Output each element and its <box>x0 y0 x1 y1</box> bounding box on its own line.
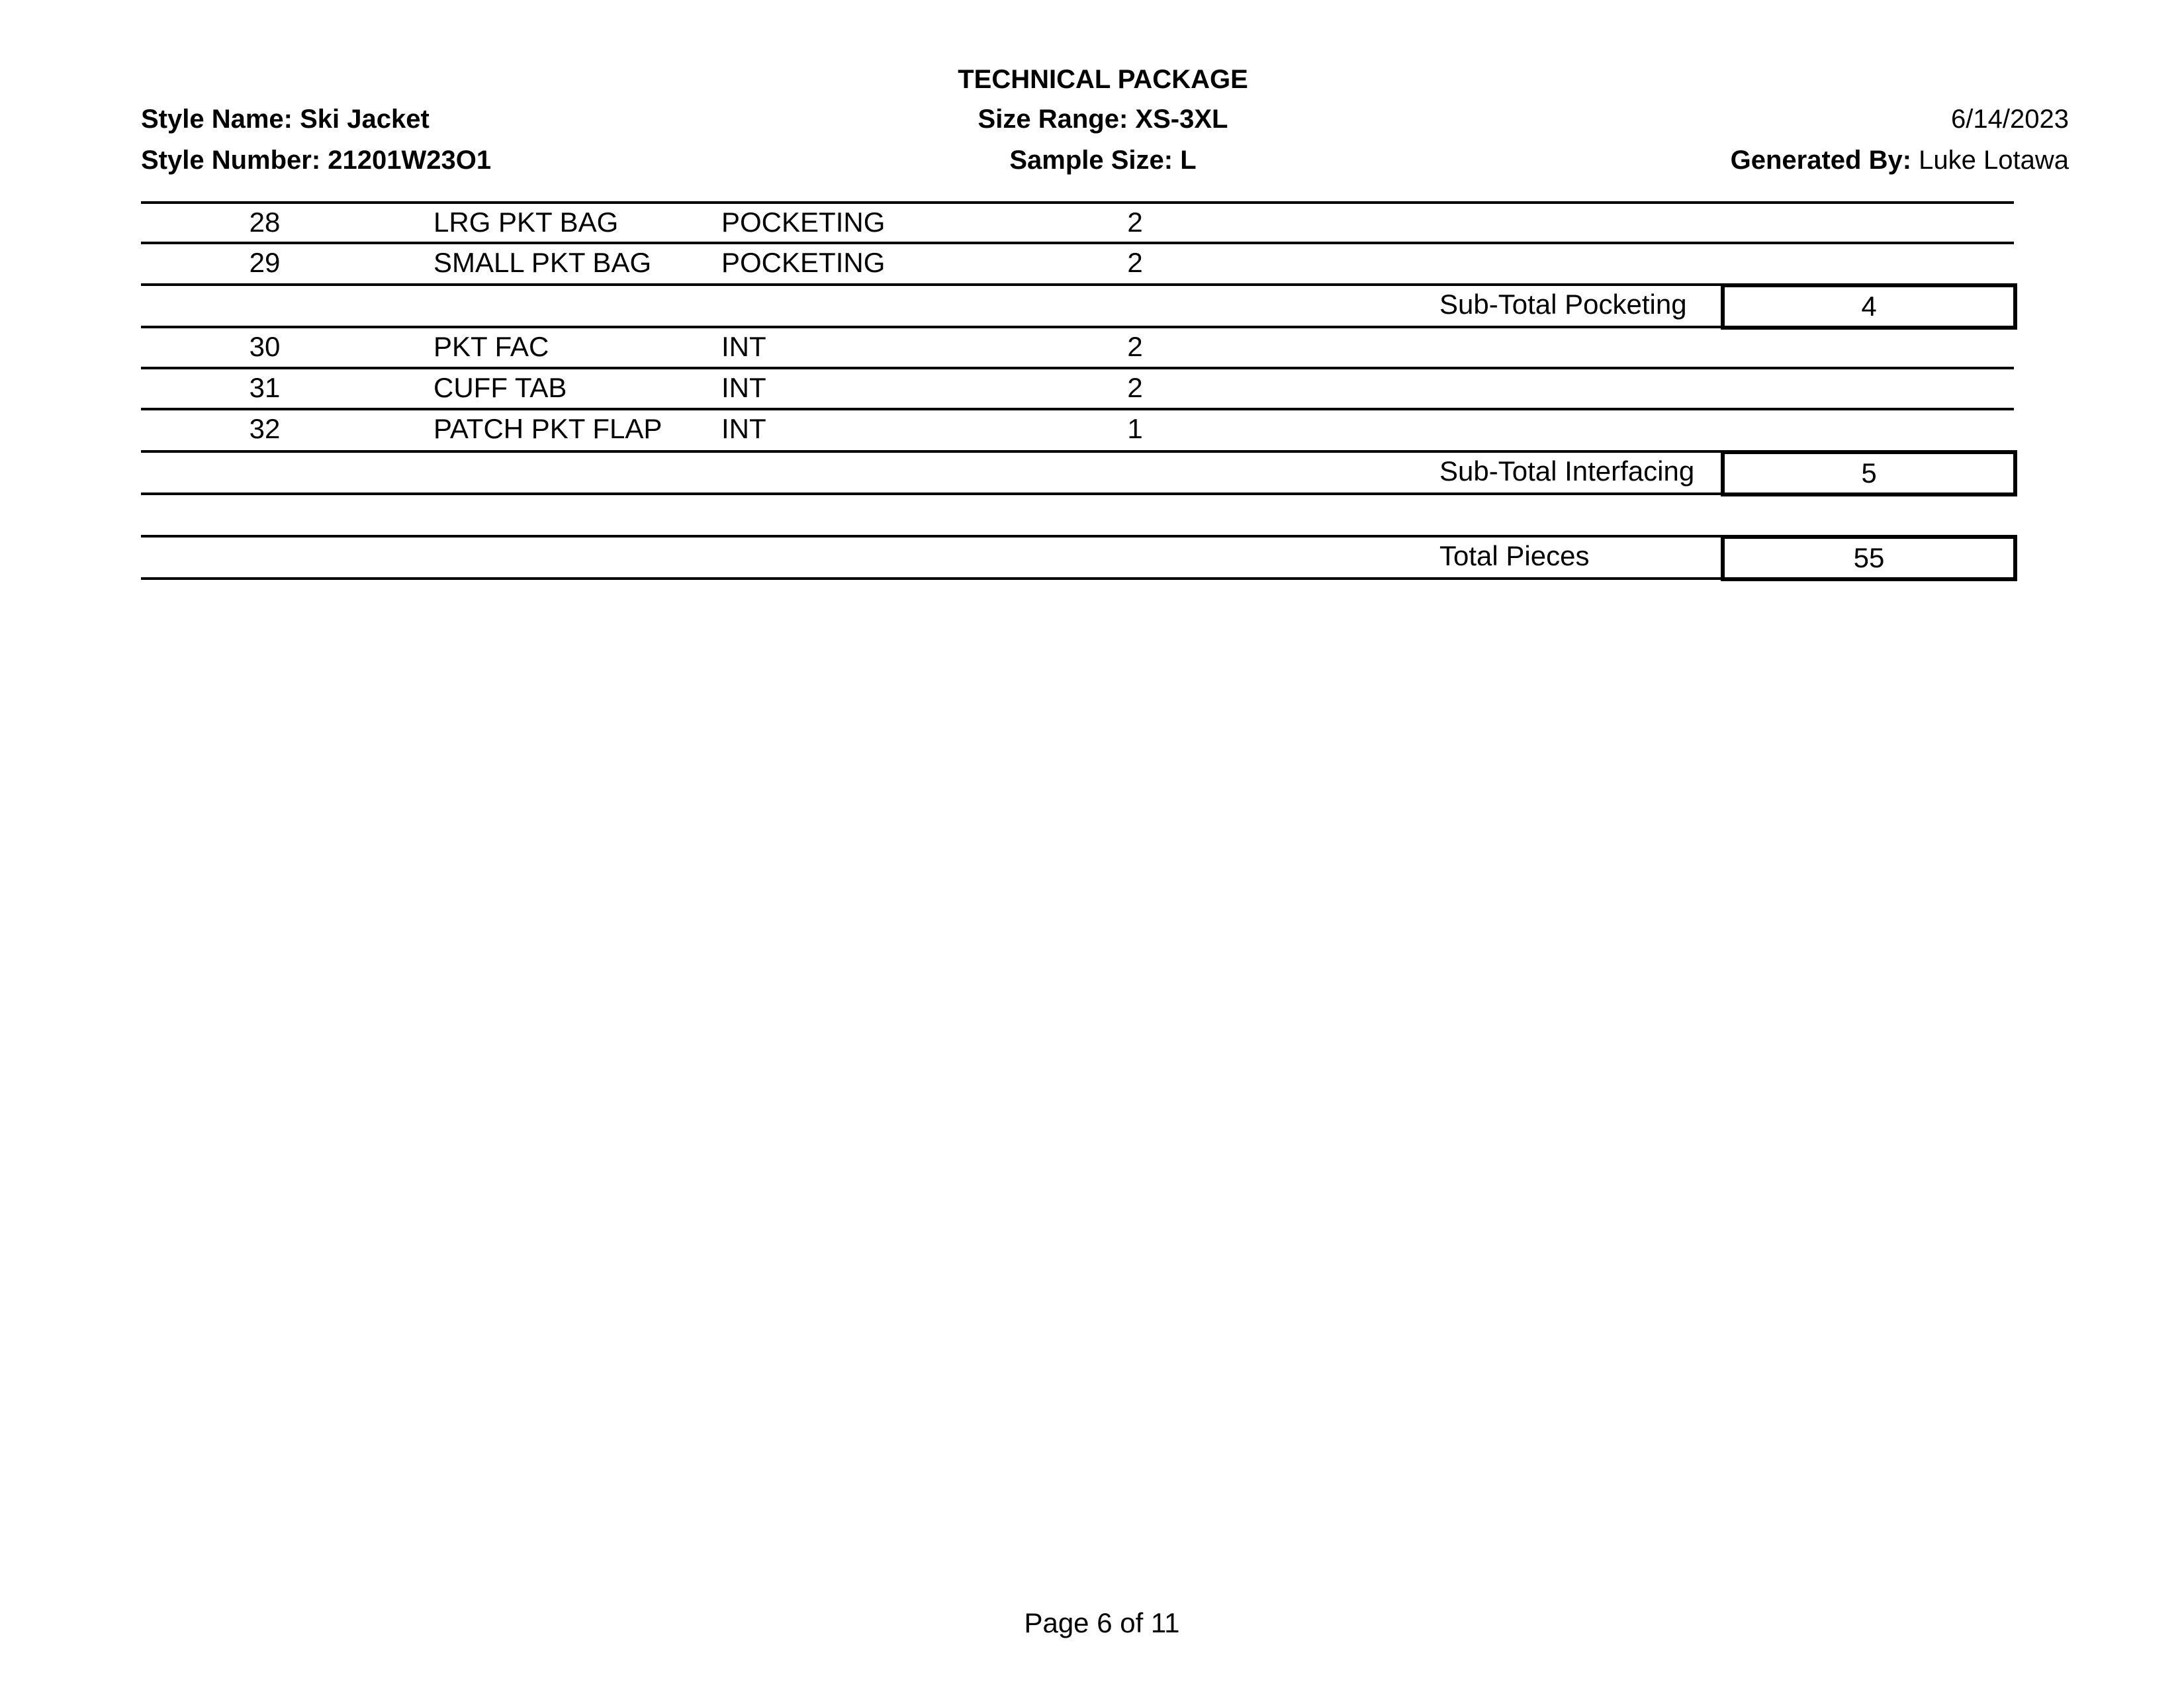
piece-quantity: 2 <box>1127 247 1143 278</box>
piece-quantity: 2 <box>1127 207 1143 238</box>
piece-category: INT <box>721 331 766 362</box>
style-number-value: 21201W23O1 <box>328 146 492 175</box>
row-number: 32 <box>249 413 281 444</box>
total-pieces-value: 55 <box>1721 535 2017 581</box>
piece-category: POCKETING <box>721 207 886 238</box>
sample-size-label: Sample Size: <box>1009 146 1173 175</box>
style-name-value: Ski Jacket <box>300 105 430 134</box>
piece-quantity: 2 <box>1127 331 1143 362</box>
page-number: Page 6 of 11 <box>1024 1607 1180 1638</box>
generated-by <box>1522 144 2069 177</box>
sample-size-value: L <box>1180 146 1197 175</box>
row-number: 31 <box>249 372 281 403</box>
piece-name: SMALL PKT BAG <box>433 247 652 278</box>
piece-quantity: 1 <box>1127 413 1143 444</box>
generated-by-label: Generated By: <box>1730 146 1912 175</box>
size-range-value: XS-3XL <box>1135 105 1228 134</box>
sample-size <box>927 144 1279 177</box>
size-range-label: Size Range: <box>978 105 1128 134</box>
size-range <box>927 103 1279 136</box>
piece-category: INT <box>721 372 766 403</box>
row-number: 29 <box>249 247 281 278</box>
piece-name: CUFF TAB <box>433 372 567 403</box>
piece-category: INT <box>721 413 766 444</box>
piece-name: PKT FAC <box>433 331 549 362</box>
style-number-label: Style Number: <box>141 146 321 175</box>
row-number: 28 <box>249 207 281 238</box>
total-pieces-label: Total Pieces <box>1439 540 1590 571</box>
piece-quantity: 2 <box>1127 372 1143 403</box>
piece-name: LRG PKT BAG <box>433 207 619 238</box>
subtotal-interfacing-label: Sub-Total Interfacing <box>1439 455 1695 487</box>
style-number <box>141 144 491 177</box>
subtotal-pocketing-value: 4 <box>1721 283 2017 330</box>
piece-name: PATCH PKT FLAP <box>433 413 662 444</box>
style-name-label: Style Name: <box>141 105 293 134</box>
document-date: 6/14/2023 <box>1951 105 2069 134</box>
subtotal-pocketing-label: Sub-Total Pocketing <box>1439 289 1687 320</box>
subtotal-interfacing-value: 5 <box>1721 450 2017 496</box>
row-number: 30 <box>249 331 281 362</box>
style-name <box>141 103 430 136</box>
piece-category: POCKETING <box>721 247 886 278</box>
document-title: TECHNICAL PACKAGE <box>958 65 1248 94</box>
generated-by-value: Luke Lotawa <box>1919 146 2069 175</box>
